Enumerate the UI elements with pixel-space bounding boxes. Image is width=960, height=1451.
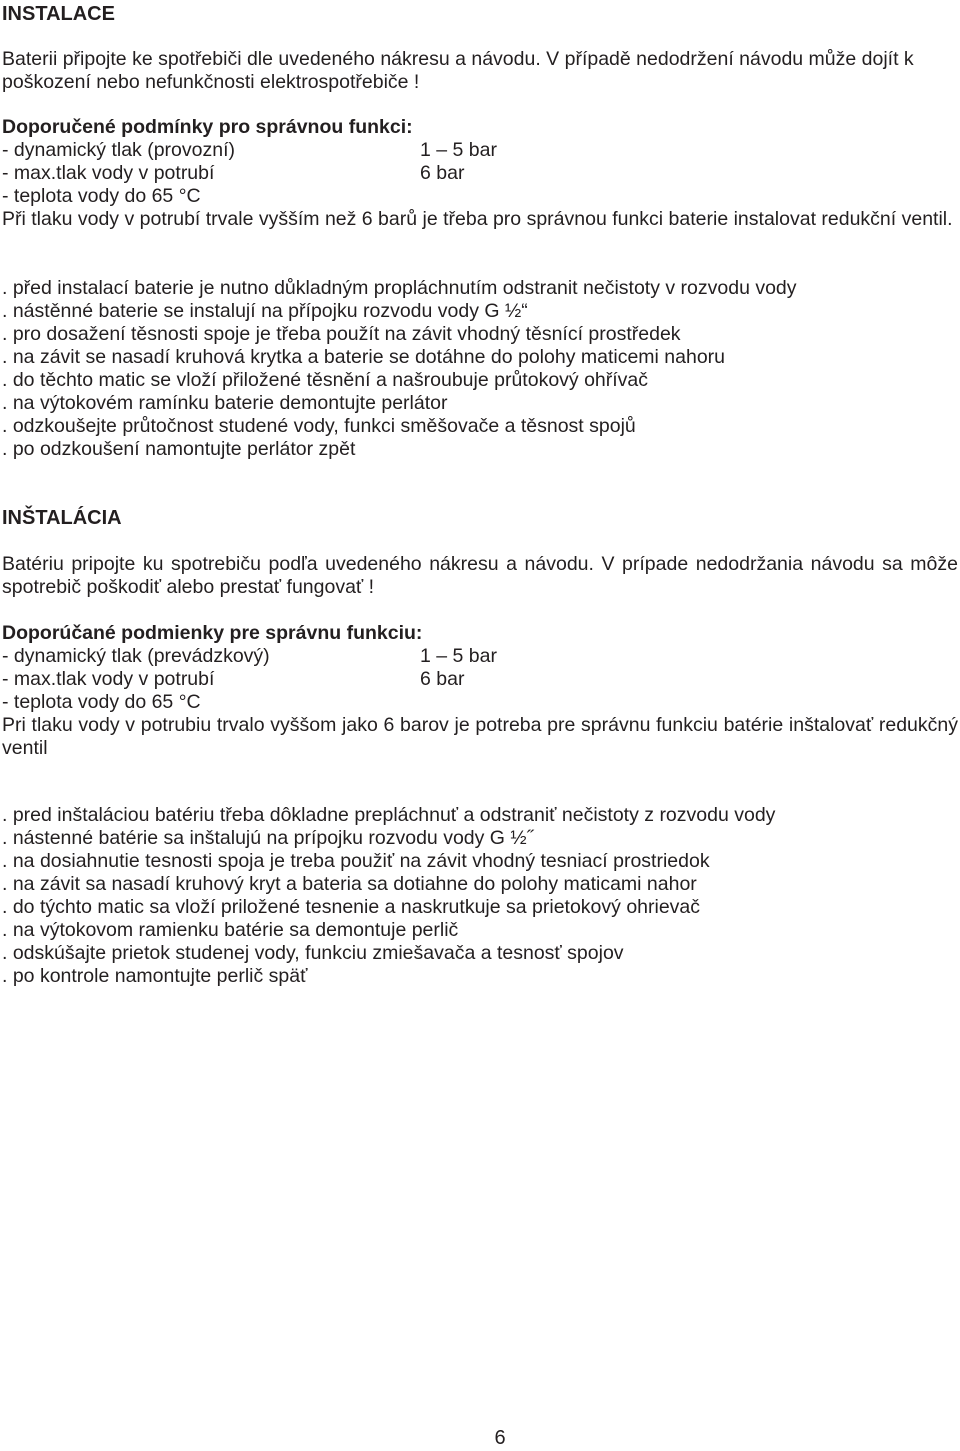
list-item: . na dosiahnutie tesnosti spoja je treba použiť na závit vhodný tesniací prostriedok [2, 850, 710, 872]
section-instalacia-sk [2, 506, 958, 530]
heading-instalacia: INŠTALÁCIA [2, 507, 122, 529]
list-item: . na výtokovém ramínku baterie demontujte perlátor [2, 392, 448, 414]
condition-label: - teplota vody do 65 °C [2, 185, 201, 207]
condition-value: 1 – 5 bar [420, 139, 497, 161]
condition-row [2, 668, 958, 691]
condition-value: 1 – 5 bar [420, 645, 497, 667]
condition-label: - max.tlak vody v potrubí [2, 668, 215, 690]
list-item: . na závit se nasadí kruhová krytka a baterie se dotáhne do polohy maticemi nahoru [2, 346, 726, 368]
condition-row [2, 139, 958, 162]
condition-value: 6 bar [420, 162, 465, 184]
list-item: . pro dosažení těsnosti spoje je třeba použít na závit vhodný těsnící prostředek [2, 323, 681, 345]
list-item: . nástenné batérie sa inštalujú na prípojku rozvodu vody G ½˝ [2, 827, 534, 849]
section-instalace-cz [2, 2, 958, 26]
condition-row [2, 162, 958, 185]
condition-row [2, 691, 958, 714]
conditions-title-sk: Doporúčané podmienky pre správnu funkciu: [2, 622, 423, 644]
condition-value: 6 bar [420, 668, 465, 690]
heading-instalace: INSTALACE [2, 3, 115, 25]
list-item: . do těchto matic se vloží přiložené těsnění a našroubuje průtokový ohřívač [2, 369, 649, 391]
install-steps-list-sk [2, 804, 958, 988]
conditions-cz [2, 116, 958, 231]
list-item: . nástěnné baterie se instalují na přípojku rozvodu vody G ½“ [2, 300, 528, 322]
condition-row [2, 645, 958, 668]
list-item: . pred inštaláciou batériu třeba dôkladne prepláchnuť a odstraniť nečistoty z rozvodu vody [2, 804, 776, 826]
list-item: . po odzkoušení namontujte perlátor zpět [2, 438, 356, 460]
intro-paragraph-sk: Batériu pripojte ku spotrebiču podľa uvedeného nákresu a návodu. V prípade nedodržania návodu sa môže spotrebič poškodiť alebo prestať fungovať ! [2, 553, 958, 598]
list-item: . odskúšajte prietok studenej vody, funkciu zmiešavača a tesnosť spojov [2, 942, 624, 964]
list-item: . odzkoušejte průtočnost studené vody, funkci směšovače a těsnost spojů [2, 415, 636, 437]
intro-paragraph-cz: Baterii připojte ke spotřebiči dle uvedeného nákresu a návodu. V případě nedodržení návodu může dojít k poškození nebo nefunkčnosti elektrospotřebiče ! [2, 48, 914, 93]
condition-label: - dynamický tlak (provozní) [2, 139, 235, 161]
list-item: . před instalací baterie je nutno důkladným propláchnutím odstranit nečistoty v rozvodu vody [2, 277, 797, 299]
install-steps-list-cz [2, 277, 958, 461]
page-number: 6 [494, 1427, 506, 1449]
intro-sk [2, 553, 958, 599]
condition-row [2, 185, 958, 208]
pressure-note-sk: Pri tlaku vody v potrubiu trvalo vyššom jako 6 barov je potreba pre správnu funkciu batérie inštalovať redukčný ventil [2, 714, 958, 759]
list-item: . do týchto matic sa vloží priložené tesnenie a naskrutkuje sa prietokový ohrievač [2, 896, 701, 918]
condition-label: - max.tlak vody v potrubí [2, 162, 215, 184]
list-item: . po kontrole namontujte perlič späť [2, 965, 308, 987]
conditions-sk [2, 622, 958, 760]
condition-label: - dynamický tlak (prevádzkový) [2, 645, 270, 667]
pressure-note-cz: Při tlaku vody v potrubí trvale vyšším než 6 barů je třeba pro správnou funkci baterie instalovat redukční ventil. [2, 208, 953, 230]
list-item: . na výtokovom ramienku batérie sa demontuje perlič [2, 919, 459, 941]
list-item: . na závit sa nasadí kruhový kryt a bateria sa dotiahne do polohy maticami nahor [2, 873, 697, 895]
steps-sk [2, 804, 958, 988]
conditions-title-cz: Doporučené podmínky pro správnou funkci: [2, 116, 413, 138]
intro-cz [2, 48, 958, 94]
condition-label: - teplota vody do 65 °C [2, 691, 201, 713]
steps-cz [2, 277, 958, 461]
